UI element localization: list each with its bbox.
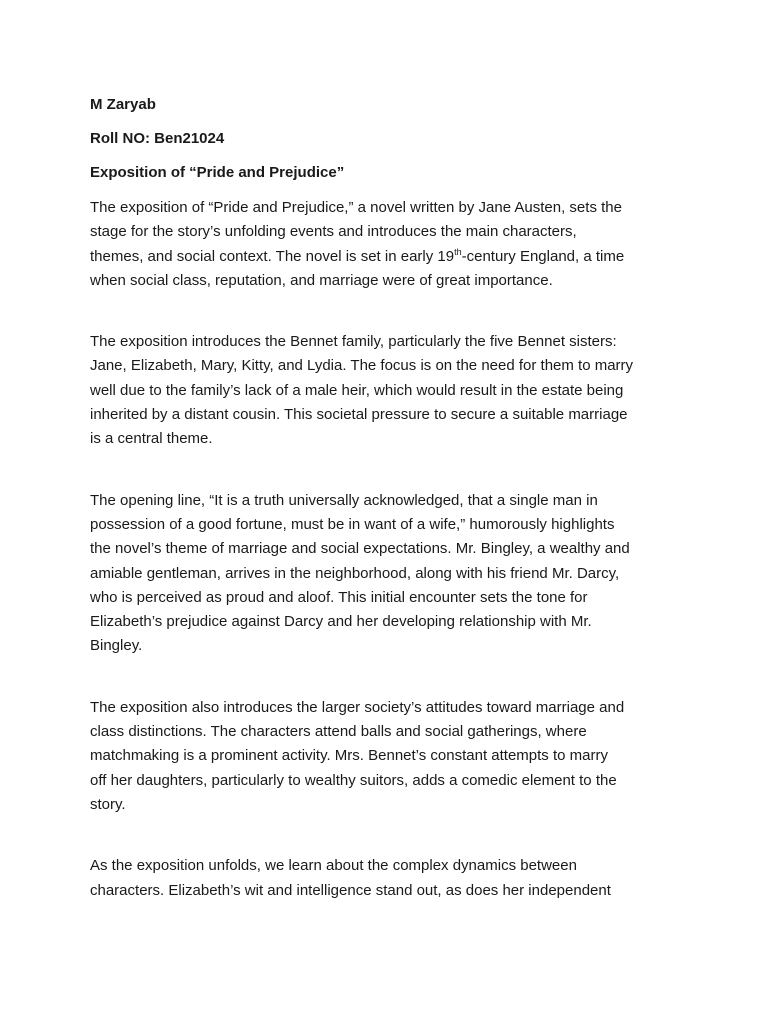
paragraph-line: class distinctions. The characters attend balls and social gatherings, where xyxy=(90,723,587,741)
paragraph-line: inherited by a distant cousin. This societal pressure to secure a suitable marriage xyxy=(90,406,628,424)
paragraph-line: stage for the story’s unfolding events and introduces the main characters, xyxy=(90,223,577,241)
paragraph-spacer xyxy=(90,817,690,854)
author-name: M Zaryab xyxy=(90,96,156,113)
paragraph-line: well due to the family’s lack of a male heir, which would result in the estate being xyxy=(90,381,624,399)
paragraph-2 xyxy=(90,330,690,451)
paragraph-5 xyxy=(90,854,690,903)
line-text-tail: -century England, a time xyxy=(461,247,625,265)
paragraph-line: who is perceived as proud and aloof. This initial encounter sets the tone for xyxy=(90,588,588,606)
paragraph-line: possession of a good fortune, must be in want of a wife,” humorously highlights xyxy=(90,515,615,533)
paragraph-line: The exposition of “Pride and Prejudice,” a novel written by Jane Austen, sets the xyxy=(90,199,622,216)
paragraph-spacer xyxy=(90,452,690,489)
paragraph-line xyxy=(90,245,690,269)
document-body xyxy=(90,94,690,903)
line-text: themes, and social context. The novel is set in early 19 xyxy=(90,247,455,265)
paragraph-line: characters. Elizabeth’s wit and intelligence stand out, as does her independent xyxy=(90,881,611,899)
roll-number: Roll NO: Ben21024 xyxy=(90,130,225,147)
paragraph-line: is a central theme. xyxy=(90,430,213,448)
paragraph-spacer xyxy=(90,659,690,696)
paragraph-line: the novel’s theme of marriage and social expectations. Mr. Bingley, a wealthy and xyxy=(90,540,630,558)
paragraph-line: story. xyxy=(90,795,126,813)
paragraph-line: when social class, reputation, and marriage were of great importance. xyxy=(90,271,553,289)
paragraph-4 xyxy=(90,696,690,817)
paragraph-line: As the exposition unfolds, we learn about the complex dynamics between xyxy=(90,857,577,875)
paragraph-line: The exposition also introduces the larger society’s attitudes toward marriage and xyxy=(90,698,625,716)
paragraph-spacer xyxy=(90,293,690,330)
paragraph-line: matchmaking is a prominent activity. Mrs. Bennet’s constant attempts to marry xyxy=(90,747,608,765)
paragraph-line: Bingley. xyxy=(90,637,143,655)
paragraph-line: The opening line, “It is a truth universally acknowledged, that a single man in xyxy=(90,491,598,509)
paragraph-1 xyxy=(90,196,690,293)
paragraph-3 xyxy=(90,489,690,659)
paragraph-line: Elizabeth’s prejudice against Darcy and her developing relationship with Mr. xyxy=(90,613,592,631)
superscript-th: th xyxy=(454,246,462,257)
document-title: Exposition of “Pride and Prejudice” xyxy=(90,164,345,181)
paragraph-line: amiable gentleman, arrives in the neighborhood, along with his friend Mr. Darcy, xyxy=(90,564,620,582)
paragraph-line: off her daughters, particularly to wealthy suitors, adds a comedic element to the xyxy=(90,771,617,789)
paragraph-line: Jane, Elizabeth, Mary, Kitty, and Lydia. The focus is on the need for them to marry xyxy=(90,357,634,375)
paragraph-line: The exposition introduces the Bennet family, particularly the five Bennet sisters: xyxy=(90,333,617,351)
